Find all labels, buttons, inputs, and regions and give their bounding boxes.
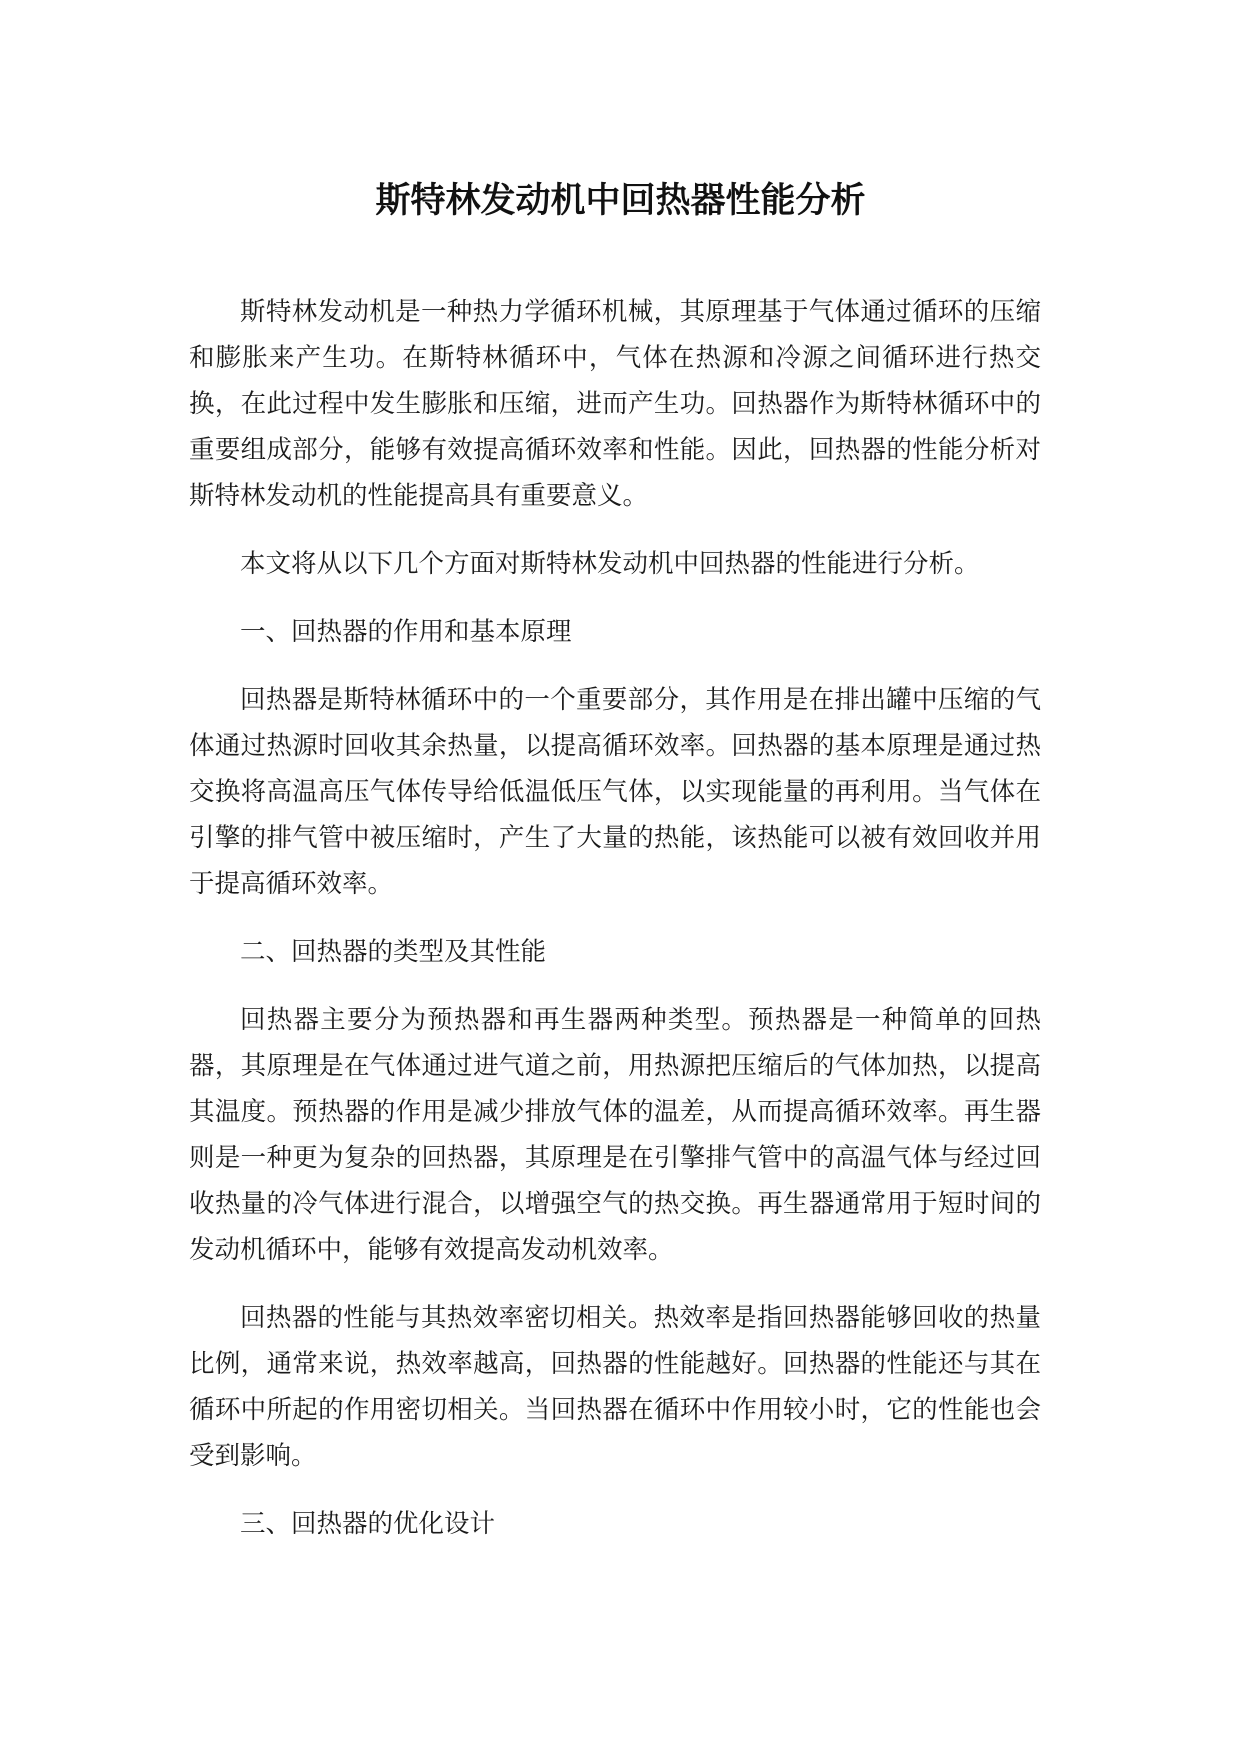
section-1-paragraph: 回热器是斯特林循环中的一个重要部分，其作用是在排出罐中压缩的气体通过热源时回收其余热量，以提高循环效率。回热器的基本原理是通过热交换将高温高压气体传导给低温低压气体，以实现能量的再利用。当气体在引擎的排气管中被压缩时，产生了大量的热能，该热能可以被有效回收并用于提高循环效率。 (189, 685, 1041, 899)
section-2-paragraph-1: 回热器主要分为预热器和再生器两种类型。预热器是一种简单的回热器，其原理是在气体通过进气道之前，用热源把压缩后的气体加热，以提高其温度。预热器的作用是减少排放气体的温差，从而提高循环效率。再生器则是一种更为复杂的回热器，其原理是在引擎排气管中的高温气体与经过回收热量的冷气体进行混合，以增强空气的热交换。再生器通常用于短时间的发动机循环中，能够有效提高发动机效率。 (189, 1005, 1041, 1265)
intro-paragraph: 斯特林发动机是一种热力学循环机械，其原理基于气体通过循环的压缩和膨胀来产生功。在斯特林循环中，气体在热源和冷源之间循环进行热交换，在此过程中发生膨胀和压缩，进而产生功。回热器作为斯特林循环中的重要组成部分，能够有效提高循环效率和性能。因此，回热器的性能分析对斯特林发动机的性能提高具有重要意义。 (189, 297, 1041, 511)
section-heading-2: 二、回热器的类型及其性能 (240, 937, 547, 967)
section-2-paragraph-2: 回热器的性能与其热效率密切相关。热效率是指回热器能够回收的热量比例，通常来说，热效率越高，回热器的性能越好。回热器的性能还与其在循环中所起的作用密切相关。当回热器在循环中作用较小时，它的性能也会受到影响。 (189, 1303, 1041, 1471)
section-heading-3: 三、回热器的优化设计 (240, 1509, 496, 1539)
section-heading-1: 一、回热器的作用和基本原理 (240, 617, 572, 647)
document-title: 斯特林发动机中回热器性能分析 (375, 181, 866, 221)
overview-paragraph: 本文将从以下几个方面对斯特林发动机中回热器的性能进行分析。 (240, 549, 980, 579)
document-body (189, 289, 1041, 1569)
